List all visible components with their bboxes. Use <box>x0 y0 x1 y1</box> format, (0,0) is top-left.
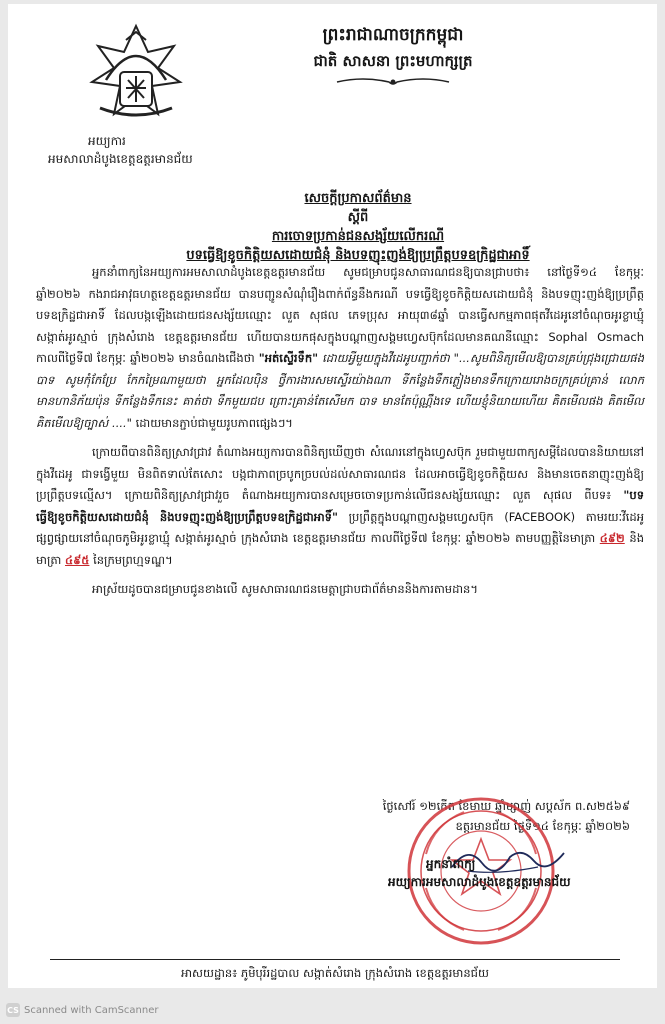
document-body <box>36 262 644 609</box>
document-subject-line-2: បទធ្វើឱ្យខូចកិត្តិយសដោយជំនុំ និងបទញុះញង់ឱ្យប្រព្រឹត្តបទឧក្រិដ្ឋជាអាទិ៍ <box>186 248 530 263</box>
office-line-2: អមសាលាដំបូងខេត្តឧត្តរមានជ័យ <box>48 152 193 166</box>
document-title: សេចក្តីប្រកាសព័ត៌មាន <box>304 191 412 206</box>
scanner-label: Scanned with CamScanner <box>24 1004 159 1016</box>
article-number-1: ៤៩២ <box>599 531 625 545</box>
paragraph-2-tail: នៃក្រមព្រហ្មទណ្ឌ។ <box>93 552 173 567</box>
video-title: "អត់ស្ទើរទឹក" <box>258 351 319 365</box>
paragraph-1-end: ដោយមានភ្ជាប់ជាមួយរូបភាពផ្សេងៗ។ <box>135 415 293 430</box>
issuing-office <box>48 132 248 168</box>
paragraph-2-end: ប្រព្រឹត្តក្នុងបណ្តាញសង្គមហ្វេសប៊ុក (FACEBOOK) តាមរយៈវីដេអូផ្សព្វផ្សាយនៅចំណុចភូមិអូរខ្លាឃ្មុំ សង្កាត់អូរស្មាច់ ក្រុងសំរោង ខេត្តឧត្តរមានជ័យ កាលពីថ្ងៃទី៧ ខែកុម្ភៈ ឆ្នាំ២០២៦ តាមបញ្ញត្តិនៃមាត្រា <box>36 509 644 545</box>
national-motto: ជាតិ សាសនា ព្រះមហាក្សត្រ <box>313 52 473 70</box>
article-connector: និងមាត្រា <box>36 531 644 567</box>
ornament-divider-icon <box>333 76 453 88</box>
office-line-1: អយ្យការ <box>88 134 126 148</box>
solar-date: ឧត្តរមានជ័យ ថ្ងៃទី១៤ ខែកុម្ភៈ ឆ្នាំ២០២៦ <box>455 819 630 833</box>
document-page <box>8 4 657 988</box>
document-subject-line-1: ការចោទប្រកាន់ជនសង្ស័យលើករណី <box>271 229 445 244</box>
signer-role: អ្នកនាំពាក្យ <box>426 857 476 871</box>
charge-text: "បទធ្វើឱ្យខូចកិត្តិយសដោយជំនុំ និងបទញុះញង់ឱ្យប្រព្រឹត្តបទឧក្រិដ្ឋជាអាទិ៍" <box>36 488 645 524</box>
scanner-watermark <box>6 1002 159 1018</box>
kingdom-name: ព្រះរាជាណាចក្រកម្ពុជា <box>322 25 464 45</box>
document-titles <box>88 189 628 265</box>
video-quote: ដោយអ្វីមួយក្នុងវីដេអូបញ្ជាក់ថា "...សូមពិនិត្យមើលឱ្យបានគ្រប់ជ្រុងជ្រោយផងបាទ សូមកុំកែប្រែ កែកម្រៃណាមួយថា អ្នកដែលបុិន ថ្វីការងារសមស្ទើរយ៉ាងណា ទីកន្លែងទឹកភ្លៀងមានទឹកក្រោយរោងចក្រគ្រប់គ្រាន់ លោកមានហានិភ័យប៉ុន ទីកន្លែងទឹកនេះ គាត់ថា ទឹកមួយជប ព្រោះគ្រាន់តែសើមក បាទ មានតែប៉ុណ្ណឹងទេ ហើយខ្ញុំនិយាយហើយ គិតមើលផង គិតមើល គិតមើលឱ្យច្បាស់ ...." <box>36 351 645 430</box>
document-subtitle-about: ស្តីពី <box>347 210 369 225</box>
article-number-2: ៤៩៥ <box>64 552 90 567</box>
paragraph-3: អាស្រ័យដូចបានជម្រាបជូនខាងលើ សូមសាធារណជនមេត្តាជ្រាបជាព័ត៌មាននិងការតាមដាន។ <box>92 582 478 596</box>
paragraph-2 <box>36 442 644 571</box>
lunar-date: ថ្ងៃសៅរ៍ ១២កើត ខែមាឃ ឆ្នាំម្សាញ់ សប្តស័ក ព.ស២៥៦៩ <box>382 799 630 813</box>
camscanner-icon: CS <box>6 1003 20 1017</box>
signer-block <box>388 856 628 892</box>
paragraph-1 <box>36 262 644 434</box>
footer-address: អាសយដ្ឋាន៖ ភូមិបុរីរដ្ឋបាល សង្កាត់សំរោង ក្រុងសំរោង ខេត្តឧត្តរមានជ័យ <box>181 966 489 980</box>
paragraph-2-text: ក្រោយពីបានពិនិត្យស្រាវជ្រាវ តំណាងអយ្យការបានពិនិត្យឃើញថា សំណេរនៅក្នុងហ្វេសប៊ុក រួមជាមួយពាក្យសម្តីដែលបាននិយាយនៅក្នុងវីដេអូ ជាទង្វើមួយ មិនពិតទាល់តែសោះ បង្កជាភាពច្របូកច្របល់ដល់សាធារណជន ដែលអាចធ្វើឱ្យខូចកិត្តិយស និងមានចេតនាញុះញង់ឱ្យប្រព្រឹត្តបទល្មើស។ ក្រោយពិនិត្យស្រាវជ្រាវរួច តំណាងអយ្យការបានសម្រេចចោទប្រកាន់លើជនសង្ស័យឈ្មោះ លួត សុផល ពីបទ៖ <box>36 445 644 502</box>
police-emblem-icon <box>86 22 186 132</box>
footer-divider <box>50 959 620 960</box>
signer-office: អយ្យការអមសាលាដំបូងខេត្តឧត្តរមានជ័យ <box>388 875 571 889</box>
kingdom-header <box>243 22 543 88</box>
paragraph-1-text: អ្នកនាំពាក្យនៃអយ្យការអមសាលាដំបូងខេត្តឧត្តរមានជ័យ សូមជម្រាបជូនសាធារណជនឱ្យបានជ្រាបថា៖ នៅថ្ងៃទី១៤ ខែកុម្ភៈ ឆ្នាំ២០២៦ កងរាជអាវុធហត្ថខេត្តឧត្តរមានជ័យ បានបញ្ជូនសំណុំរឿងពាក់ព័ន្ធនឹងករណី បទធ្វើឱ្យខូចកិត្តិយសដោយជំនុំ និងបទញុះញង់ឱ្យប្រព្រឹត្តបទឧក្រិដ្ឋជាអាទិ៍ ដែលបង្កឡើងដោយជនសង្ស័យឈ្មោះ លួត សុផល ភេទប្រុស អាយុ៣៨ឆ្នាំ បានធ្វើសកម្មភាពផុតវីដេអូនៅចំណុចអូរខ្លាឃ្មុំ សង្កាត់អូរស្មាច់ ក្រុងសំរោង ខេត្តឧត្តរមានជ័យ ហើយបានយកផុសក្នុងបណ្តាញសង្គមហ្វេសប៊ុកដែលមានគណនីឈ្មោះ Sophal Osmach កាលពីថ្ងៃទី៧ ខែកុម្ភៈ ឆ្នាំ២០២៦ មានចំណងជើងថា <box>36 265 644 365</box>
